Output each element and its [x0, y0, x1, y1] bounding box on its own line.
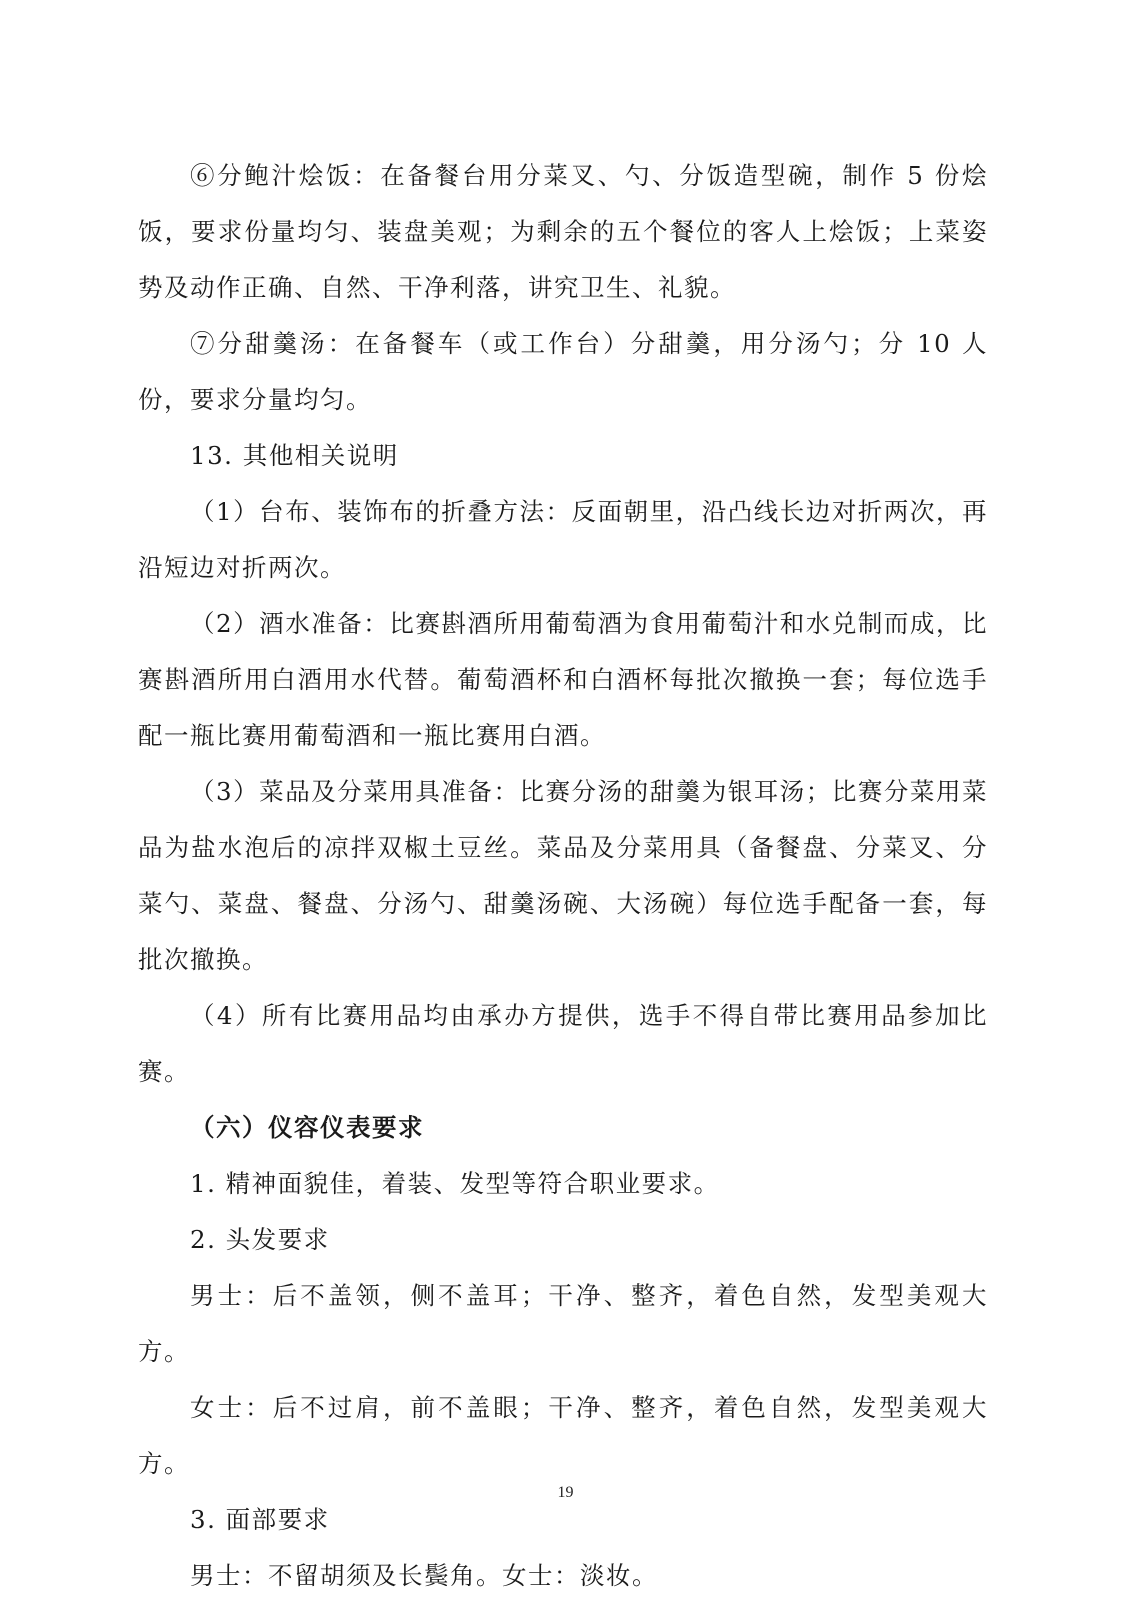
section-heading-appearance: （六）仪容仪表要求	[190, 1113, 424, 1142]
section-heading-13: 13. 其他相关说明	[190, 441, 399, 470]
document-body	[138, 148, 988, 1604]
paragraph-appearance-1: 1. 精神面貌佳，着装、发型等符合职业要求。	[190, 1169, 720, 1198]
page-number: 19	[557, 1484, 574, 1501]
paragraph-note-3: （3）菜品及分菜用具准备：比赛分汤的甜羹为银耳汤；比赛分菜用菜品为盐水泡后的凉拌双椒土豆丝。菜品及分菜用具（备餐盘、分菜叉、分菜勺、菜盘、餐盘、分汤勺、甜羹汤碗、大汤碗）每位选手配备一套，每批次撤换。	[138, 777, 988, 974]
paragraph-face-heading: 3. 面部要求	[190, 1505, 330, 1534]
paragraph-hair-heading: 2. 头发要求	[190, 1225, 330, 1254]
paragraph-note-2: （2）酒水准备：比赛斟酒所用葡萄酒为食用葡萄汁和水兑制而成，比赛斟酒所用白酒用水代替。葡萄酒杯和白酒杯每批次撤换一套；每位选手配一瓶比赛用葡萄酒和一瓶比赛用白酒。	[138, 609, 988, 750]
paragraph-item-6-rice: ⑥分鲍汁烩饭：在备餐台用分菜叉、勺、分饭造型碗，制作 5 份烩饭，要求份量均匀、装盘美观；为剩余的五个餐位的客人上烩饭；上菜姿势及动作正确、自然、干净利落，讲究卫生、礼貌。	[138, 161, 988, 302]
paragraph-hair-men: 男士：后不盖领，侧不盖耳；干净、整齐，着色自然，发型美观大方。	[138, 1281, 988, 1366]
paragraph-hair-women: 女士：后不过肩，前不盖眼；干净、整齐，着色自然，发型美观大方。	[138, 1393, 988, 1478]
paragraph-note-4: （4）所有比赛用品均由承办方提供，选手不得自带比赛用品参加比赛。	[138, 1001, 988, 1086]
paragraph-item-7-soup: ⑦分甜羹汤：在备餐车（或工作台）分甜羹，用分汤勺；分 10 人份，要求分量均匀。	[138, 329, 988, 414]
paragraph-face-rules: 男士：不留胡须及长鬓角。女士：淡妆。	[190, 1561, 658, 1590]
paragraph-note-1: （1）台布、装饰布的折叠方法：反面朝里，沿凸线长边对折两次，再沿短边对折两次。	[138, 497, 988, 582]
